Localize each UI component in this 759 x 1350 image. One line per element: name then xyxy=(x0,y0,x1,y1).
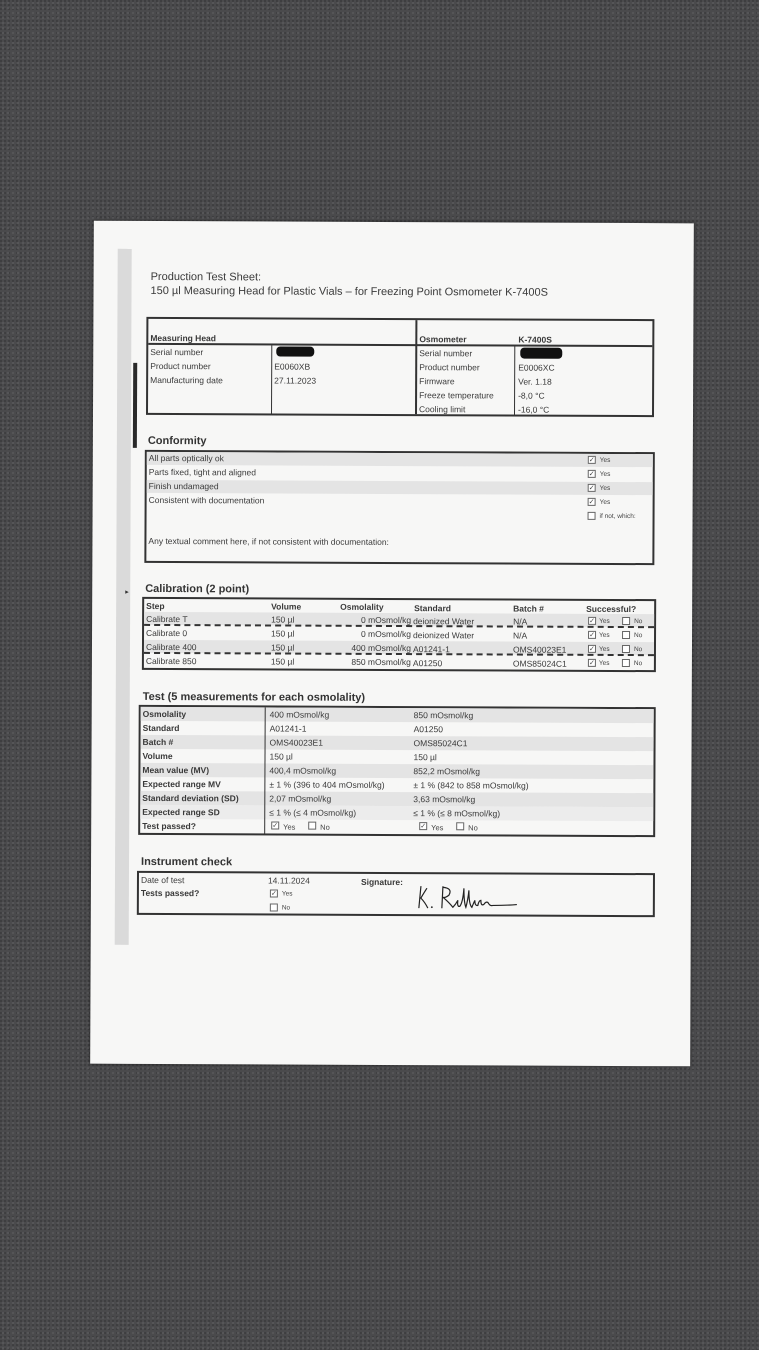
test-a-2: OMS40023E1 xyxy=(269,737,323,748)
instrument-no-label: No xyxy=(281,904,291,912)
cal-batch-2: OMS40023E1 xyxy=(512,644,567,655)
os-value-3: -8,0 °C xyxy=(518,390,545,401)
test-a-7: ≤ 1 % (≤ 4 mOsmol/kg) xyxy=(269,807,357,818)
os-label-2: Firmware xyxy=(419,376,455,387)
test-label-3: Volume xyxy=(142,750,173,762)
cal-yes-label-1: Yes xyxy=(599,631,610,639)
cal-yes-label-2: Yes xyxy=(598,645,610,653)
conformity-item-2: Finish undamaged xyxy=(148,480,219,492)
conformity-yes-1: Yes xyxy=(599,470,611,478)
cal-step-0: Calibrate T xyxy=(146,613,188,625)
test-label-0: Osmolality xyxy=(142,708,187,720)
calibration-table xyxy=(142,597,656,672)
osmometer-header: Osmometer xyxy=(419,334,467,345)
test-a-4: 400,4 mOsmol/kg xyxy=(269,765,337,776)
test-b-3: 150 µl xyxy=(413,752,437,763)
instrument-yes-label: Yes xyxy=(281,890,293,898)
test-b-2: OMS85024C1 xyxy=(413,738,468,749)
test-b-yes-checkbox[interactable]: ✓ xyxy=(420,823,427,831)
date-of-test-value: 14.11.2024 xyxy=(267,875,310,886)
date-of-test-label: Date of test xyxy=(140,874,185,886)
cal-header-step: Step xyxy=(146,600,165,612)
test-label-7: Expected range SD xyxy=(142,806,220,818)
conformity-yes-0: Yes xyxy=(599,456,611,464)
mh-value-1: E0060XB xyxy=(274,361,311,372)
signature-label: Signature: xyxy=(360,876,404,888)
cal-yes-checkbox-1[interactable]: ✓ xyxy=(589,631,595,639)
test-b-no-checkbox[interactable] xyxy=(456,822,464,830)
conformity-item-1: Parts fixed, tight and aligned xyxy=(148,466,257,478)
device-info-box xyxy=(146,317,654,417)
os-label-0: Serial number xyxy=(419,348,473,359)
cal-no-checkbox-1[interactable] xyxy=(622,631,630,639)
test-sheet-paper xyxy=(90,221,694,1067)
test-label-4: Mean value (MV) xyxy=(142,764,210,776)
cal-standard-2: A01241-1 xyxy=(412,644,450,655)
redacted-serial-2 xyxy=(520,348,562,359)
mh-label-2: Manufacturing date xyxy=(150,374,223,386)
test-passed-label: Test passed? xyxy=(142,820,196,832)
conformity-if-not-label: if not, which: xyxy=(599,512,636,521)
cal-header-batch: Batch # xyxy=(513,603,544,614)
calibration-title: Calibration (2 point) xyxy=(145,582,250,596)
test-a-no-label: No xyxy=(320,822,330,832)
cal-yes-label-3: Yes xyxy=(598,659,610,667)
conformity-checkbox-3[interactable]: ✓ xyxy=(588,498,595,506)
test-a-6: 2,07 mOsmol/kg xyxy=(269,793,332,804)
test-b-4: 852,2 mOsmol/kg xyxy=(413,766,481,777)
os-label-4: Cooling limit xyxy=(419,404,466,415)
test-b-0: 850 mOsmol/kg xyxy=(413,710,474,721)
conformity-checkbox-if-not[interactable] xyxy=(588,512,596,520)
cal-yes-checkbox-0[interactable]: ✓ xyxy=(589,617,596,625)
cal-batch-0: N/A xyxy=(513,616,528,627)
conformity-yes-3: Yes xyxy=(599,498,611,506)
test-b-6: 3,63 mOsmol/kg xyxy=(413,794,476,805)
title-line-2: 150 µl Measuring Head for Plastic Vials – for Freezing Point Osmometer K-7400S xyxy=(150,284,548,299)
measuring-head-header: Measuring Head xyxy=(150,332,217,344)
instrument-no-checkbox[interactable] xyxy=(270,903,278,911)
cal-osmolality-0: 0 mOsmol/kg xyxy=(361,614,412,626)
conformity-yes-2: Yes xyxy=(599,484,611,492)
test-label-5: Expected range MV xyxy=(142,778,221,790)
cal-no-checkbox-3[interactable] xyxy=(622,659,630,667)
cal-no-label-1: No xyxy=(634,632,643,640)
mh-label-1: Product number xyxy=(150,360,211,372)
cal-standard-3: A01250 xyxy=(412,658,443,669)
conformity-item-3: Consistent with documentation xyxy=(148,494,265,506)
redacted-serial-1 xyxy=(276,346,314,356)
cal-yes-label-0: Yes xyxy=(599,617,610,625)
cal-step-2: Calibrate 400 xyxy=(145,641,197,653)
test-b-no-label: No xyxy=(468,823,478,833)
scan-edge-stripe xyxy=(115,249,132,945)
test-label-2: Batch # xyxy=(142,736,174,748)
cal-step-3: Calibrate 850 xyxy=(145,655,197,667)
cal-osmolality-3: 850 mOsmol/kg xyxy=(351,656,411,668)
conformity-comment: Any textual comment here, if not consistent with documentation: xyxy=(148,535,389,547)
cal-no-label-2: No xyxy=(633,646,643,654)
cal-header-volume: Volume xyxy=(271,601,302,612)
conformity-item-0: All parts optically ok xyxy=(148,452,224,464)
conformity-checkbox-0[interactable]: ✓ xyxy=(588,456,595,464)
test-label-6: Standard deviation (SD) xyxy=(142,792,239,804)
cal-header-standard: Standard xyxy=(414,603,452,614)
mh-label-0: Serial number xyxy=(150,346,204,358)
os-label-3: Freeze temperature xyxy=(419,390,494,401)
handwritten-signature xyxy=(413,880,523,912)
os-value-1: E0006XC xyxy=(518,362,555,373)
cal-batch-1: N/A xyxy=(513,630,528,641)
cal-header-osmolality: Osmolality xyxy=(340,601,384,612)
tests-passed-label: Tests passed? xyxy=(140,887,200,899)
mh-value-2: 27.11.2023 xyxy=(274,375,317,386)
os-value-2: Ver. 1.18 xyxy=(518,376,552,387)
test-b-1: A01250 xyxy=(413,724,443,735)
cal-yes-checkbox-2[interactable]: ✓ xyxy=(589,645,595,653)
test-a-1: A01241-1 xyxy=(269,723,307,734)
cal-standard-1: deionized Water xyxy=(413,630,475,641)
cal-volume-1: 150 µl xyxy=(271,628,295,639)
cal-osmolality-2: 400 mOsmol/kg xyxy=(351,642,412,654)
cal-volume-3: 150 µl xyxy=(270,656,295,667)
test-a-3: 150 µl xyxy=(269,751,293,762)
test-a-0: 400 mOsmol/kg xyxy=(269,709,330,720)
cal-batch-3: OMS85024C1 xyxy=(512,658,567,669)
cal-volume-2: 150 µl xyxy=(270,642,295,653)
cal-no-checkbox-0[interactable] xyxy=(622,617,630,625)
title-line-1: Production Test Sheet: xyxy=(150,270,262,284)
conformity-checkbox-2[interactable]: ✓ xyxy=(588,484,595,492)
os-value-4: -16,0 °C xyxy=(518,404,550,415)
conformity-title: Conformity xyxy=(147,434,207,448)
test-title: Test (5 measurements for each osmolality) xyxy=(142,690,366,704)
cal-no-label-3: No xyxy=(633,660,643,668)
instrument-check-title: Instrument check xyxy=(141,855,233,869)
cal-volume-0: 150 µl xyxy=(271,614,295,625)
test-label-1: Standard xyxy=(142,722,180,734)
cal-no-label-0: No xyxy=(634,618,643,626)
edge-marker xyxy=(133,363,137,448)
test-a-no-checkbox[interactable] xyxy=(308,822,316,830)
instrument-yes-checkbox[interactable]: ✓ xyxy=(270,890,277,898)
cal-yes-checkbox-3[interactable]: ✓ xyxy=(588,659,595,667)
test-a-yes-checkbox[interactable]: ✓ xyxy=(272,822,279,830)
page-title xyxy=(151,270,549,300)
os-label-1: Product number xyxy=(419,362,480,373)
conformity-box xyxy=(144,450,654,565)
test-table xyxy=(138,705,656,837)
test-b-5: ± 1 % (842 to 858 mOsmol/kg) xyxy=(413,780,529,791)
page-marker-icon: ▸ xyxy=(125,588,129,596)
cal-standard-0: deionized Water xyxy=(413,616,475,627)
instrument-check-box xyxy=(137,871,655,917)
test-b-yes-label: Yes xyxy=(431,823,444,833)
test-a-5: ± 1 % (396 to 404 mOsmol/kg) xyxy=(269,779,385,790)
cal-header-successful: Successful? xyxy=(586,603,637,615)
cal-step-1: Calibrate 0 xyxy=(146,627,188,639)
test-b-7: ≤ 1 % (≤ 8 mOsmol/kg) xyxy=(413,808,501,819)
osmometer-model: K-7400S xyxy=(518,334,552,345)
cal-no-checkbox-2[interactable] xyxy=(622,645,630,653)
test-a-yes-label: Yes xyxy=(283,822,296,832)
cal-osmolality-1: 0 mOsmol/kg xyxy=(360,628,412,640)
conformity-checkbox-1[interactable]: ✓ xyxy=(588,470,595,478)
